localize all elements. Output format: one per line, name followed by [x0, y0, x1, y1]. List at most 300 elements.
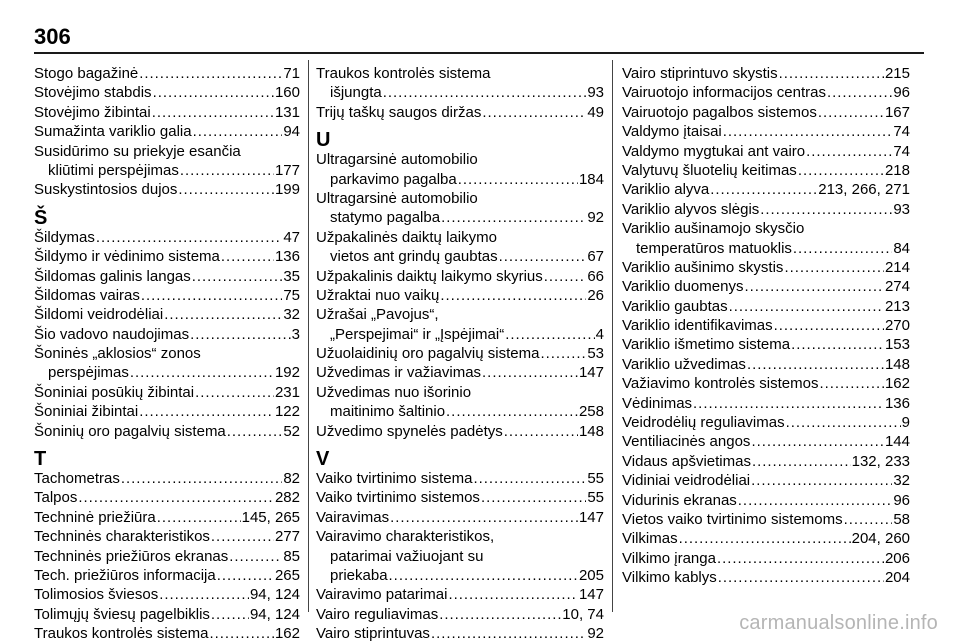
dot-leader — [738, 491, 893, 510]
index-entry — [34, 402, 300, 421]
index-entry-term: Užvedimas ir važiavimas — [316, 364, 482, 382]
dot-leader — [221, 247, 274, 266]
dot-leader — [157, 508, 241, 527]
index-entry-term: Užvedimas nuo išorinio — [316, 383, 472, 401]
dot-leader — [141, 286, 282, 305]
index-entry-term: Vaiko tvirtinimo sistema — [316, 470, 473, 488]
index-entry-page: 10, 74 — [562, 605, 604, 623]
index-entry-page: 96 — [893, 84, 910, 102]
dot-leader — [159, 585, 249, 604]
dot-leader — [784, 258, 884, 277]
index-entry-page: 277 — [274, 528, 300, 546]
dot-leader — [747, 355, 884, 374]
index-entry-page: 132, 233 — [851, 452, 910, 470]
index-entry — [34, 363, 300, 382]
dot-leader — [786, 413, 901, 432]
index-entry — [34, 325, 300, 344]
index-entry — [34, 161, 300, 180]
index-entry-term: Vairo reguliavimas — [316, 605, 439, 623]
index-entry-term: Variklio alyva — [622, 181, 710, 199]
dot-leader — [744, 277, 884, 296]
index-entry — [622, 568, 910, 587]
index-entry-page: 282 — [274, 489, 300, 507]
index-entry-page: 167 — [884, 103, 910, 121]
index-entry — [622, 239, 910, 258]
index-entry-page: 67 — [587, 248, 604, 266]
index-entry-page: 93 — [587, 84, 604, 102]
index-entry-page: 148 — [578, 422, 604, 440]
dot-leader — [130, 363, 274, 382]
index-entry — [316, 286, 604, 305]
index-entry — [316, 228, 604, 247]
index-entry — [622, 549, 910, 568]
dot-leader — [153, 83, 274, 102]
index-entry-page: 162 — [884, 375, 910, 393]
index-entry-page: 258 — [578, 403, 604, 421]
index-letter-heading: T — [34, 448, 47, 471]
index-entry-term: Vilkimo kablys — [622, 569, 717, 587]
index-entry — [622, 277, 910, 296]
dot-leader — [190, 325, 291, 344]
index-entry-term: Tachometras — [34, 470, 120, 488]
index-entry-page: 82 — [283, 470, 300, 488]
index-entry-page: 147 — [578, 586, 604, 604]
dot-leader — [431, 624, 586, 643]
index-entry-page: 206 — [884, 549, 910, 567]
index-entry-term: Suskystintosios dujos — [34, 181, 178, 199]
index-entry-page: 204 — [884, 569, 910, 587]
dot-leader — [458, 170, 578, 189]
index-entry — [316, 624, 604, 643]
index-entry-term: Užpakalinis daiktų laikymo skyrius — [316, 267, 543, 285]
index-entry-term: Techninės priežiūros ekranas — [34, 547, 229, 565]
dot-leader — [210, 624, 274, 643]
index-letter-heading: V — [316, 448, 330, 471]
index-entry-page: 144 — [884, 433, 910, 451]
index-entry-page: 160 — [274, 84, 300, 102]
index-entry — [316, 363, 604, 382]
index-entry — [622, 413, 910, 432]
index-entry-term: Valdymo mygtukai ant vairo — [622, 142, 806, 160]
index-entry — [316, 208, 604, 227]
index-entry-term: priekaba — [330, 566, 388, 584]
index-entry — [622, 471, 910, 490]
index-entry — [622, 122, 910, 141]
index-entry — [316, 585, 604, 604]
index-entry-page: 122 — [274, 403, 300, 421]
index-entry-term: Vairavimas — [316, 508, 390, 526]
dot-leader — [211, 527, 274, 546]
index-entry — [316, 170, 604, 189]
index-entry-page: 136 — [884, 394, 910, 412]
index-entry-term: Traukos kontrolės sistema — [34, 625, 209, 643]
header-rule — [34, 52, 924, 54]
index-entry-term: Vairuotojo pagalbos sistemos — [622, 103, 817, 121]
index-entry-term: Traukos kontrolės sistema — [316, 65, 491, 82]
index-entry — [316, 305, 604, 324]
index-entry-term: Vaiko tvirtinimo sistemos — [316, 489, 480, 507]
index-entry-term: Vėdinimas — [622, 394, 693, 412]
index-entry-term: Tolimųjų šviesų pagelbiklis — [34, 605, 210, 623]
index-entry-term: Variklio alyvos slėgis — [622, 200, 760, 218]
dot-leader — [819, 374, 884, 393]
index-entry-term: Susidūrimo su priekyje esančia — [34, 142, 241, 160]
dot-leader — [180, 161, 274, 180]
index-entry-term: Stovėjimo stabdis — [34, 84, 152, 102]
index-entry-term: Techninė priežiūra — [34, 508, 156, 526]
index-entry-page: 136 — [274, 248, 300, 266]
index-entry-term: Užpakalinės daiktų laikymo — [316, 228, 497, 246]
index-entry — [316, 344, 604, 363]
index-entry — [34, 122, 300, 141]
index-entry-page: 92 — [587, 625, 604, 643]
index-entry-page: 148 — [884, 355, 910, 373]
index-entry — [316, 325, 604, 344]
index-entry — [622, 103, 910, 122]
index-entry — [316, 83, 604, 102]
index-entry-page: 47 — [283, 228, 300, 246]
index-entry-page: 85 — [283, 547, 300, 565]
index-entry-page: 162 — [274, 625, 300, 643]
index-entry-term: Variklio gaubtas — [622, 297, 728, 315]
index-entry — [622, 161, 910, 180]
dot-leader — [211, 605, 249, 624]
dot-leader — [229, 547, 282, 566]
index-entry-term: Ultragarsinė automobilio — [316, 189, 478, 207]
index-entry-term: Talpos — [34, 489, 78, 507]
dot-leader — [482, 363, 578, 382]
index-entry — [622, 200, 910, 219]
dot-leader — [806, 142, 892, 161]
index-entry — [34, 383, 300, 402]
dot-leader — [751, 432, 884, 451]
index-entry — [316, 103, 604, 122]
index-letter-heading: U — [316, 129, 331, 152]
dot-leader — [718, 568, 884, 587]
column-divider — [612, 60, 613, 612]
index-entry-term: Vairavimo charakteristikos, — [316, 528, 495, 546]
index-entry — [34, 624, 300, 643]
index-entry-page: 74 — [893, 142, 910, 160]
index-entry — [34, 422, 300, 441]
dot-leader — [441, 208, 586, 227]
index-entry — [34, 605, 300, 624]
index-entry-page: 93 — [893, 200, 910, 218]
index-entry-term: statymo pagalba — [330, 209, 441, 227]
dot-leader — [227, 422, 283, 441]
index-entry-term: Šoninių oro pagalvių sistema — [34, 422, 226, 440]
index-entry-page: 32 — [893, 472, 910, 490]
index-entry-page: 218 — [884, 161, 910, 179]
dot-leader — [791, 335, 884, 354]
index-entry — [34, 286, 300, 305]
dot-leader — [192, 267, 283, 286]
index-entry-term: vietos ant grindų gaubtas — [330, 248, 498, 266]
index-entry — [34, 64, 300, 83]
index-entry-page: 177 — [274, 161, 300, 179]
index-entry — [316, 488, 604, 507]
index-entry — [34, 566, 300, 585]
index-entry-page: 145, 265 — [241, 508, 300, 526]
dot-leader — [178, 180, 274, 199]
dot-leader — [544, 267, 587, 286]
index-entry — [34, 344, 300, 363]
index-entry-page: 131 — [274, 103, 300, 121]
index-entry-page: 214 — [884, 258, 910, 276]
index-entry-term: Vietos vaiko tvirtinimo sistemoms — [622, 510, 843, 528]
index-entry — [316, 402, 604, 421]
index-entry-term: Šildymo ir vėdinimo sistema — [34, 248, 220, 266]
index-entry-term: „Perspejimai“ ir „Įspėjimai“ — [330, 325, 505, 343]
index-column-3 — [622, 64, 910, 588]
index-entry-page: 92 — [587, 209, 604, 227]
index-entry-page: 265 — [274, 566, 300, 584]
watermark: carmanualsonline.info — [739, 612, 938, 634]
index-entry — [622, 180, 910, 199]
dot-leader — [717, 549, 884, 568]
dot-leader — [504, 422, 578, 441]
index-entry-page: 53 — [587, 345, 604, 363]
index-entry-term: Šildomas vairas — [34, 286, 140, 304]
dot-leader — [448, 585, 578, 604]
index-entry — [622, 258, 910, 277]
index-entry-term: Variklio išmetimo sistema — [622, 336, 791, 354]
index-entry — [34, 267, 300, 286]
index-entry — [34, 305, 300, 324]
index-entry-page: 274 — [884, 278, 910, 296]
index-entry-term: Variklio identifikavimas — [622, 317, 773, 335]
dot-leader — [96, 228, 282, 247]
dot-leader — [693, 394, 884, 413]
index-entry-page: 147 — [578, 508, 604, 526]
index-entry-page: 32 — [283, 306, 300, 324]
dot-leader — [679, 529, 851, 548]
dot-leader — [195, 383, 274, 402]
index-entry — [316, 64, 604, 83]
index-entry-page: 9 — [901, 414, 910, 432]
index-entry-term: Ultragarsinė automobilio — [316, 151, 478, 169]
index-entry-term: Šoninės „aklosios“ zonos — [34, 345, 201, 363]
dot-leader — [121, 469, 282, 488]
index-entry-page: 192 — [274, 364, 300, 382]
index-entry-page: 153 — [884, 336, 910, 354]
index-entry-page: 55 — [587, 470, 604, 488]
index-entry-term: Stogo bagažinė — [34, 65, 139, 82]
index-entry — [622, 64, 910, 83]
index-entry-term: Šoniniai žibintai — [34, 403, 139, 421]
index-entry-page: 96 — [893, 491, 910, 509]
dot-leader — [152, 103, 274, 122]
dot-leader — [844, 510, 893, 529]
dot-leader — [499, 247, 587, 266]
dot-leader — [798, 161, 884, 180]
index-entry-page: 213 — [884, 297, 910, 315]
index-entry-term: Variklio aušinimo skystis — [622, 258, 784, 276]
dot-leader — [390, 508, 578, 527]
index-letter-heading: Š — [34, 206, 48, 229]
index-entry-term: Variklio aušinamojo skysčio — [622, 220, 805, 238]
index-entry-term: Vairuotojo informacijos centras — [622, 84, 826, 102]
index-entry-term: Tolimosios šviesos — [34, 586, 159, 604]
index-entry-page: 26 — [587, 286, 604, 304]
index-entry — [316, 189, 604, 208]
dot-leader — [752, 452, 851, 471]
index-entry-term: išjungta — [330, 84, 382, 102]
index-entry — [622, 529, 910, 548]
index-entry — [622, 355, 910, 374]
index-entry — [34, 142, 300, 161]
index-entry-term: Variklio užvedimas — [622, 355, 746, 373]
index-entry-page: 94 — [283, 123, 300, 141]
index-entry — [622, 316, 910, 335]
index-entry-term: Šio vadovo naudojimas — [34, 325, 190, 343]
index-entry-term: Šildymas — [34, 228, 95, 246]
dot-leader — [139, 64, 282, 83]
dot-leader — [760, 200, 892, 219]
index-entry — [316, 383, 604, 402]
index-entry-term: Stovėjimo žibintai — [34, 103, 151, 121]
dot-leader — [779, 64, 884, 83]
index-entry-page: 147 — [578, 364, 604, 382]
index-entry-page: 58 — [893, 510, 910, 528]
dot-leader — [723, 122, 893, 141]
index-entry-page: 270 — [884, 317, 910, 335]
index-entry — [316, 150, 604, 169]
index-column-2 — [316, 64, 604, 644]
index-entry-term: Vairo stiprintuvas — [316, 625, 430, 643]
index-entry — [622, 452, 910, 471]
index-entry-term: maitinimo šaltinio — [330, 403, 446, 421]
index-entry-term: Vairo stiprintuvo skystis — [622, 65, 778, 82]
index-entry-page: 204, 260 — [851, 530, 910, 548]
index-entry-page: 4 — [595, 325, 604, 343]
index-entry — [34, 469, 300, 488]
dot-leader — [164, 305, 282, 324]
dot-leader — [217, 566, 274, 585]
index-entry — [34, 585, 300, 604]
dot-leader — [827, 83, 892, 102]
index-entry — [316, 267, 604, 286]
index-entry-page: 84 — [893, 239, 910, 257]
dot-leader — [818, 103, 884, 122]
index-entry — [34, 180, 300, 199]
index-entry-page: 35 — [283, 267, 300, 285]
dot-leader — [440, 286, 586, 305]
index-entry — [34, 547, 300, 566]
index-entry-term: Vidurinis ekranas — [622, 491, 737, 509]
index-entry-term: Ventiliacinės angos — [622, 433, 751, 451]
index-entry — [34, 228, 300, 247]
index-entry-page: 231 — [274, 383, 300, 401]
index-entry-term: parkavimo pagalba — [330, 170, 457, 188]
index-entry — [622, 510, 910, 529]
index-entry-page: 199 — [274, 181, 300, 199]
index-entry-page: 213, 266, 271 — [818, 181, 910, 199]
dot-leader — [774, 316, 884, 335]
page-number: 306 — [34, 24, 71, 49]
index-entry — [316, 247, 604, 266]
dot-leader — [78, 488, 274, 507]
dot-leader — [193, 122, 283, 141]
index-entry-term: Šildomas galinis langas — [34, 267, 191, 285]
index-entry-term: Techninės charakteristikos — [34, 528, 210, 546]
index-entry-page: 94, 124 — [249, 586, 300, 604]
index-entry-term: kliūtimi perspėjimas — [48, 161, 179, 179]
dot-leader — [710, 180, 817, 199]
index-entry-term: Variklio duomenys — [622, 278, 744, 296]
index-entry — [316, 508, 604, 527]
index-entry — [316, 422, 604, 441]
index-entry-term: Šoniniai posūkių žibintai — [34, 383, 195, 401]
index-entry — [622, 219, 910, 238]
index-entry-page: 52 — [283, 422, 300, 440]
index-entry — [34, 83, 300, 102]
index-entry — [622, 335, 910, 354]
index-entry-term: Sumažinta variklio galia — [34, 123, 192, 141]
dot-leader — [729, 297, 884, 316]
index-entry-term: perspėjimas — [48, 364, 129, 382]
index-entry-page: 184 — [578, 170, 604, 188]
index-entry-term: Tech. priežiūros informacija — [34, 566, 216, 584]
index-entry-term: Valdymo įtaisai — [622, 123, 722, 141]
index-entry — [622, 394, 910, 413]
index-entry — [34, 488, 300, 507]
dot-leader — [389, 566, 578, 585]
index-entry-page: 75 — [283, 286, 300, 304]
index-entry-page: 74 — [893, 123, 910, 141]
dot-leader — [481, 488, 586, 507]
index-entry — [316, 527, 604, 546]
index-entry-term: Trijų taškų saugos diržas — [316, 103, 482, 121]
index-entry — [622, 374, 910, 393]
index-entry-page: 66 — [587, 267, 604, 285]
dot-leader — [482, 103, 586, 122]
index-entry-term: Važiavimo kontrolės sistemos — [622, 375, 819, 393]
index-entry-term: Užrašai „Pavojus“, — [316, 306, 439, 324]
index-entry-term: Vidaus apšvietimas — [622, 452, 751, 470]
dot-leader — [439, 605, 561, 624]
index-entry-term: Užvedimo spynelės padėtys — [316, 422, 503, 440]
index-entry — [34, 527, 300, 546]
index-entry-term: Šildomi veidrodėliai — [34, 306, 164, 324]
index-entry-page: 215 — [884, 65, 910, 82]
index-entry-term: Vilkimo įranga — [622, 549, 716, 567]
dot-leader — [383, 83, 587, 102]
dot-leader — [139, 402, 274, 421]
index-entry — [316, 469, 604, 488]
index-entry — [622, 142, 910, 161]
index-entry — [622, 297, 910, 316]
index-entry-page: 3 — [291, 325, 300, 343]
index-entry-term: Vairavimo patarimai — [316, 586, 448, 604]
index-entry — [316, 547, 604, 566]
index-entry — [34, 508, 300, 527]
index-entry-term: temperatūros matuoklis — [636, 239, 792, 257]
index-entry — [622, 491, 910, 510]
index-entry-term: Vidiniai veidrodėliai — [622, 472, 751, 490]
index-entry — [316, 605, 604, 624]
index-entry — [622, 432, 910, 451]
index-entry — [34, 103, 300, 122]
dot-leader — [446, 402, 578, 421]
dot-leader — [540, 344, 586, 363]
index-entry — [622, 83, 910, 102]
index-entry — [34, 247, 300, 266]
dot-leader — [505, 325, 594, 344]
index-entry-page: 55 — [587, 489, 604, 507]
index-entry-page: 94, 124 — [249, 605, 300, 623]
index-entry-term: Valytuvų šluotelių keitimas — [622, 161, 797, 179]
